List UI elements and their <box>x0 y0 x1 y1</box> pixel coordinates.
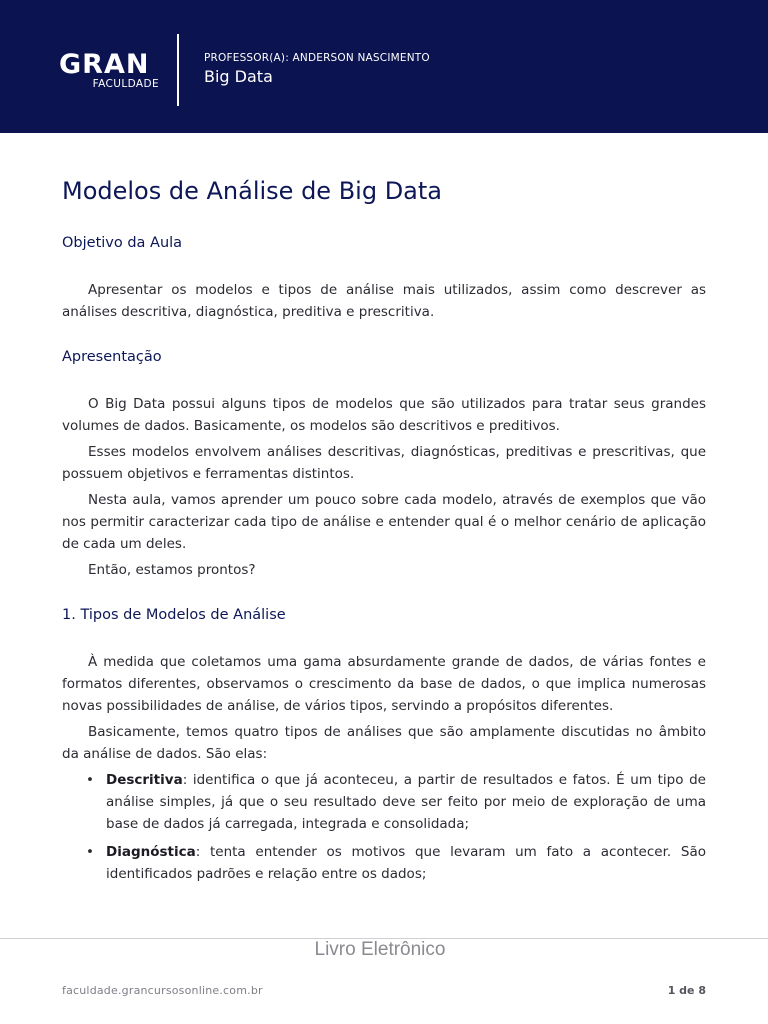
bullet-icon: • <box>86 772 94 788</box>
footer-label: Livro Eletrônico <box>314 939 446 960</box>
section-heading: 1. Tipos de Modelos de Análise <box>62 607 286 623</box>
list-item <box>62 769 706 835</box>
list-item <box>62 841 706 885</box>
paragraph: Esses modelos envolvem análises descritivas, diagnósticas, preditivas e prescritivas, que possuem objetivos e ferramentas distintos. <box>62 444 706 482</box>
footer-url: faculdade.grancursosonline.com.br <box>62 984 263 997</box>
paragraph: Basicamente, temos quatro tipos de análises que são amplamente discutidas no âmbito da análise de dados. São elas: <box>62 724 706 762</box>
list-item-term: Descritiva <box>106 772 183 788</box>
paragraph: O Big Data possui alguns tipos de modelos que são utilizados para tratar seus grandes volumes de dados. Basicamente, os modelos são descritivos e preditivos. <box>62 396 706 434</box>
professor-name: PROFESSOR(A): ANDERSON NASCIMENTO <box>204 52 430 64</box>
paragraph: À medida que coletamos uma gama absurdamente grande de dados, de várias fontes e formatos diferentes, observamos o crescimento da base de dados, o que implica numerosas novas possibilidades de análise, de vários tipos, servindo a propósitos diferentes. <box>62 654 706 714</box>
document-body <box>62 174 706 891</box>
list-item-term: Diagnóstica <box>106 844 196 860</box>
course-name: Big Data <box>204 67 273 86</box>
logo-main-text: GRAN <box>59 49 150 80</box>
logo-sub-text: FACULDADE <box>92 78 159 90</box>
list-item-text: : identifica o que já aconteceu, a partir de resultados e fatos. É um tipo de análise simples, já que o seu resultado deve ser feito por meio de exploração de uma base de dados já carregada, integrada e consolidada; <box>106 772 706 832</box>
page-number: 1 de 8 <box>667 984 706 997</box>
gran-faculdade-logo <box>59 50 163 90</box>
document-title: Modelos de Análise de Big Data <box>62 177 443 205</box>
list-item-text: : tenta entender os motivos que levaram um fato a acontecer. São identificados padrões e relação entre os dados; <box>106 844 706 882</box>
header-banner <box>0 0 768 133</box>
analysis-types-list <box>62 769 706 885</box>
paragraph: Nesta aula, vamos aprender um pouco sobre cada modelo, através de exemplos que vão nos permitir caracterizar cada tipo de análise e entender qual é o melhor cenário de aplicação de cada um deles. <box>62 492 706 552</box>
paragraph: Apresentar os modelos e tipos de análise mais utilizados, assim como descrever as análises descritiva, diagnóstica, preditiva e prescritiva. <box>62 282 706 320</box>
bullet-icon: • <box>86 844 94 860</box>
paragraph: Então, estamos prontos? <box>88 562 256 578</box>
section-heading: Objetivo da Aula <box>62 235 183 251</box>
section-heading: Apresentação <box>62 349 162 365</box>
header-divider <box>177 34 179 106</box>
